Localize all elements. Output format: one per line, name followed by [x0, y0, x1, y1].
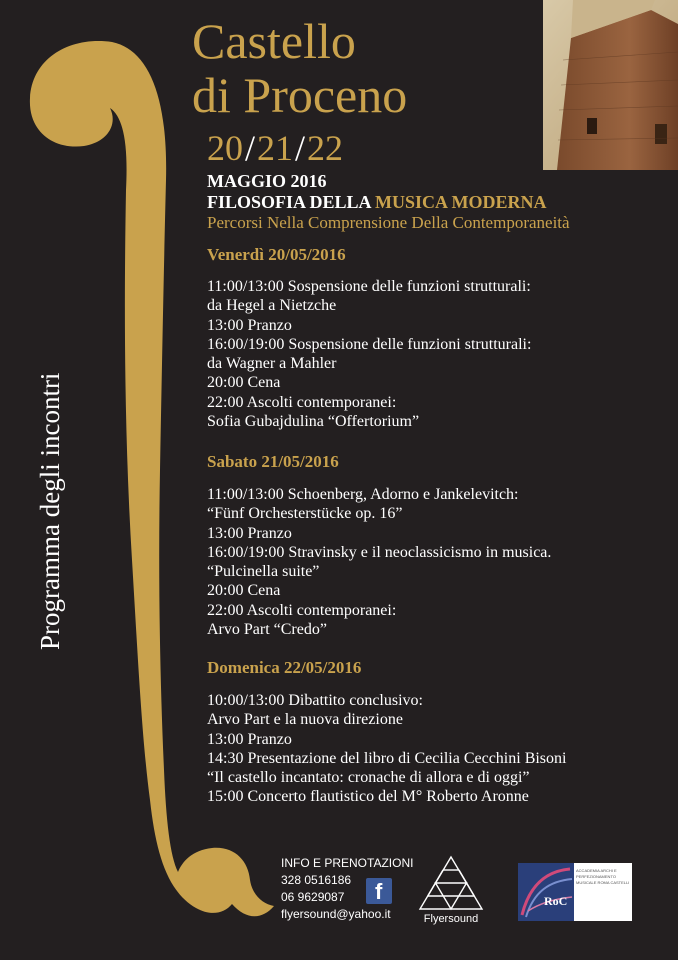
schedule-item: 14:30 Presentazione del libro di Cecilia Cecchini Bisoni — [207, 749, 567, 767]
event-dates — [207, 128, 343, 168]
roc-mark: RoC — [544, 894, 568, 908]
title-line-1: Castello — [192, 13, 356, 69]
schedule-item: 13:00 Pranzo — [207, 316, 292, 334]
schedule-item: 16:00/19:00 Stravinsky e il neoclassicismo in musica. — [207, 543, 552, 561]
side-label: Programma degli incontri — [35, 372, 65, 650]
schedule-friday — [207, 277, 531, 431]
schedule-item: 20:00 Cena — [207, 582, 281, 600]
schedule-item: 10:00/13:00 Dibattito conclusivo: — [207, 692, 423, 709]
roc-text: ACCADEMIA ARCHI E PERFEZIONAMENTO MUSICALE ROMA CASTELLI — [576, 868, 630, 885]
day-heading-friday: Venerdì 20/05/2016 — [207, 245, 346, 264]
schedule-item: 15:00 Concerto flautistico del M° Roberto Aronne — [207, 788, 529, 806]
facebook-icon[interactable]: f — [366, 878, 392, 904]
day-heading-sunday: Domenica 22/05/2016 — [207, 658, 362, 677]
schedule-item: 11:00/13:00 Sospensione delle funzioni strutturali: — [207, 278, 531, 295]
castle-tower-photo — [543, 0, 678, 170]
theme-prefix: FILOSOFIA DELLA — [207, 192, 371, 212]
schedule-item: 22:00 Ascolti contemporanei: — [207, 601, 397, 619]
date-separator: / — [295, 128, 306, 168]
schedule-item: 13:00 Pranzo — [207, 524, 292, 542]
date-3: 22 — [307, 128, 344, 168]
flyersound-label: Flyersound — [423, 913, 479, 925]
schedule-item: 16:00/19:00 Sospensione delle funzioni strutturali: — [207, 335, 532, 353]
contact-phone-2: 06 9629087 — [281, 890, 345, 904]
schedule-item: da Wagner a Mahler — [207, 355, 337, 373]
contact-email[interactable]: flyersound@yahoo.it — [281, 907, 391, 921]
schedule-item: 20:00 Cena — [207, 374, 281, 392]
roc-emblem-icon — [518, 863, 578, 921]
date-2: 21 — [257, 128, 294, 168]
date-separator: / — [245, 128, 256, 168]
schedule-item: “Pulcinella suite” — [207, 563, 320, 581]
page-title — [192, 14, 407, 122]
day-heading-saturday: Sabato 21/05/2016 — [207, 452, 339, 471]
schedule-item: Arvo Part “Credo” — [207, 621, 327, 639]
schedule-item: 11:00/13:00 Schoenberg, Adorno e Jankelevitch: — [207, 486, 519, 503]
schedule-item: “Fünf Orchesterstücke op. 16” — [207, 505, 403, 523]
theme-heading — [207, 191, 547, 213]
schedule-item: Sofia Gubajdulina “Offertorium” — [207, 413, 420, 431]
schedule-item: “Il castello incantato: cronache di allora e di oggi” — [207, 769, 530, 787]
theme-highlight: MUSICA MODERNA — [375, 192, 547, 212]
schedule-item: 22:00 Ascolti contemporanei: — [207, 393, 397, 411]
schedule-item: Arvo Part e la nuova direzione — [207, 711, 403, 729]
schedule-sunday — [207, 691, 566, 807]
subtitle: Percorsi Nella Comprensione Della Contemporaneità — [207, 213, 570, 232]
schedule-saturday — [207, 485, 551, 639]
contact-phone-1: 328 0516186 — [281, 873, 352, 887]
contact-heading: INFO E PRENOTAZIONI — [281, 856, 414, 870]
date-1: 20 — [207, 128, 243, 168]
title-line-2: di Proceno — [192, 67, 408, 123]
month-heading: MAGGIO 2016 — [207, 171, 327, 191]
contact-info — [281, 855, 413, 923]
roc-logo — [518, 863, 632, 921]
schedule-item: da Hegel a Nietzche — [207, 297, 337, 315]
schedule-item: 13:00 Pranzo — [207, 730, 292, 748]
